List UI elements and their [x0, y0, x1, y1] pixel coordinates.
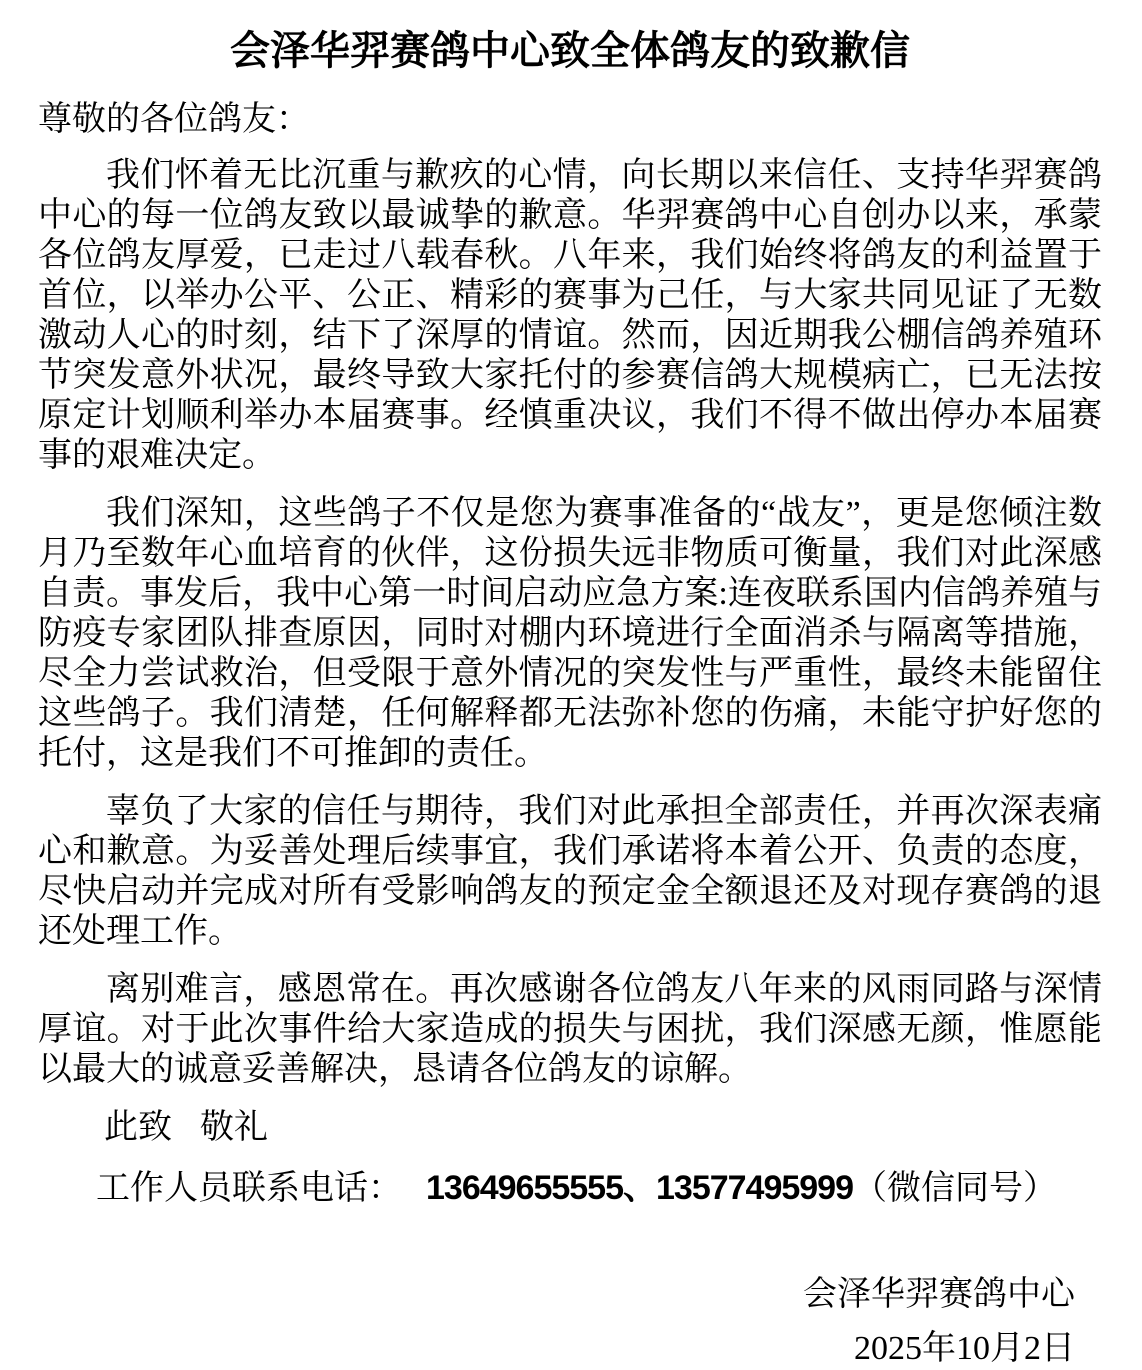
body-paragraph-3: 辜负了大家的信任与期待，我们对此承担全部责任，并再次深表痛心和歉意。为妥善处理后续事宜，我们承诺将本着公开、负责的态度，尽快启动并完成对所有受影响鸽友的预定金全额退还及对现存赛鸽的退还处理工作。 — [38, 793, 1102, 950]
contact-wechat-note: （微信同号） — [853, 1170, 1058, 1207]
closing-cizhi: 此致 — [104, 1109, 172, 1146]
letter-body — [38, 156, 1102, 1090]
contact-label: 工作人员联系电话： — [96, 1170, 402, 1207]
signature-block — [38, 1275, 1102, 1369]
body-paragraph-4: 离别难言，感恩常在。再次感谢各位鸽友八年来的风雨同路与深情厚谊。对于此次事件给大家造成的损失与困扰，我们深感无颜，惟愿能以最大的诚意妥善解决，恳请各位鸽友的谅解。 — [38, 971, 1102, 1088]
body-paragraph-1: 我们怀着无比沉重与歉疚的心情，向长期以来信任、支持华羿赛鸽中心的每一位鸽友致以最诚挚的歉意。华羿赛鸽中心自创办以来，承蒙各位鸽友厚爱，已走过八载春秋。八年来，我们始终将鸽友的利益置于首位，以举办公平、公正、精彩的赛事为己任，与大家共同见证了无数激动人心的时刻，结下了深厚的情谊。然而，因近期我公棚信鸽养殖环节突发意外状况，最终导致大家托付的参赛信鸽大规模病亡，已无法按原定计划顺利举办本届赛事。经慎重决议，我们不得不做出停办本届赛事的艰难决定。 — [38, 157, 1102, 474]
body-paragraph-2: 我们深知，这些鸽子不仅是您为赛事准备的“战友”，更是您倾注数月乃至数年心血培育的伙伴，这份损失远非物质可衡量，我们对此深感自责。事发后，我中心第一时间启动应急方案:连夜联系国内信鸽养殖与防疫专家团队排查原因，同时对棚内环境进行全面消杀与隔离等措施，尽全力尝试救治，但受限于意外情况的突发性与严重性，最终未能留住这些鸽子。我们清楚，任何解释都无法弥补您的伤痛，未能守护好您的托付，这是我们不可推卸的责任。 — [38, 495, 1102, 772]
contact-line — [38, 1168, 1102, 1209]
contact-phone-numbers: 13649655555、13577495999 — [426, 1169, 854, 1207]
signature-name: 会泽华羿赛鸽中心 — [803, 1276, 1075, 1313]
letter-salutation: 尊敬的各位鸽友： — [38, 101, 310, 138]
closing-line — [38, 1108, 1102, 1148]
closing-jingli: 敬礼 — [200, 1109, 268, 1146]
signature-date: 2025年10月2日 — [854, 1330, 1075, 1367]
letter-title: 会泽华羿赛鸽中心致全体鸽友的致歉信 — [230, 29, 910, 73]
